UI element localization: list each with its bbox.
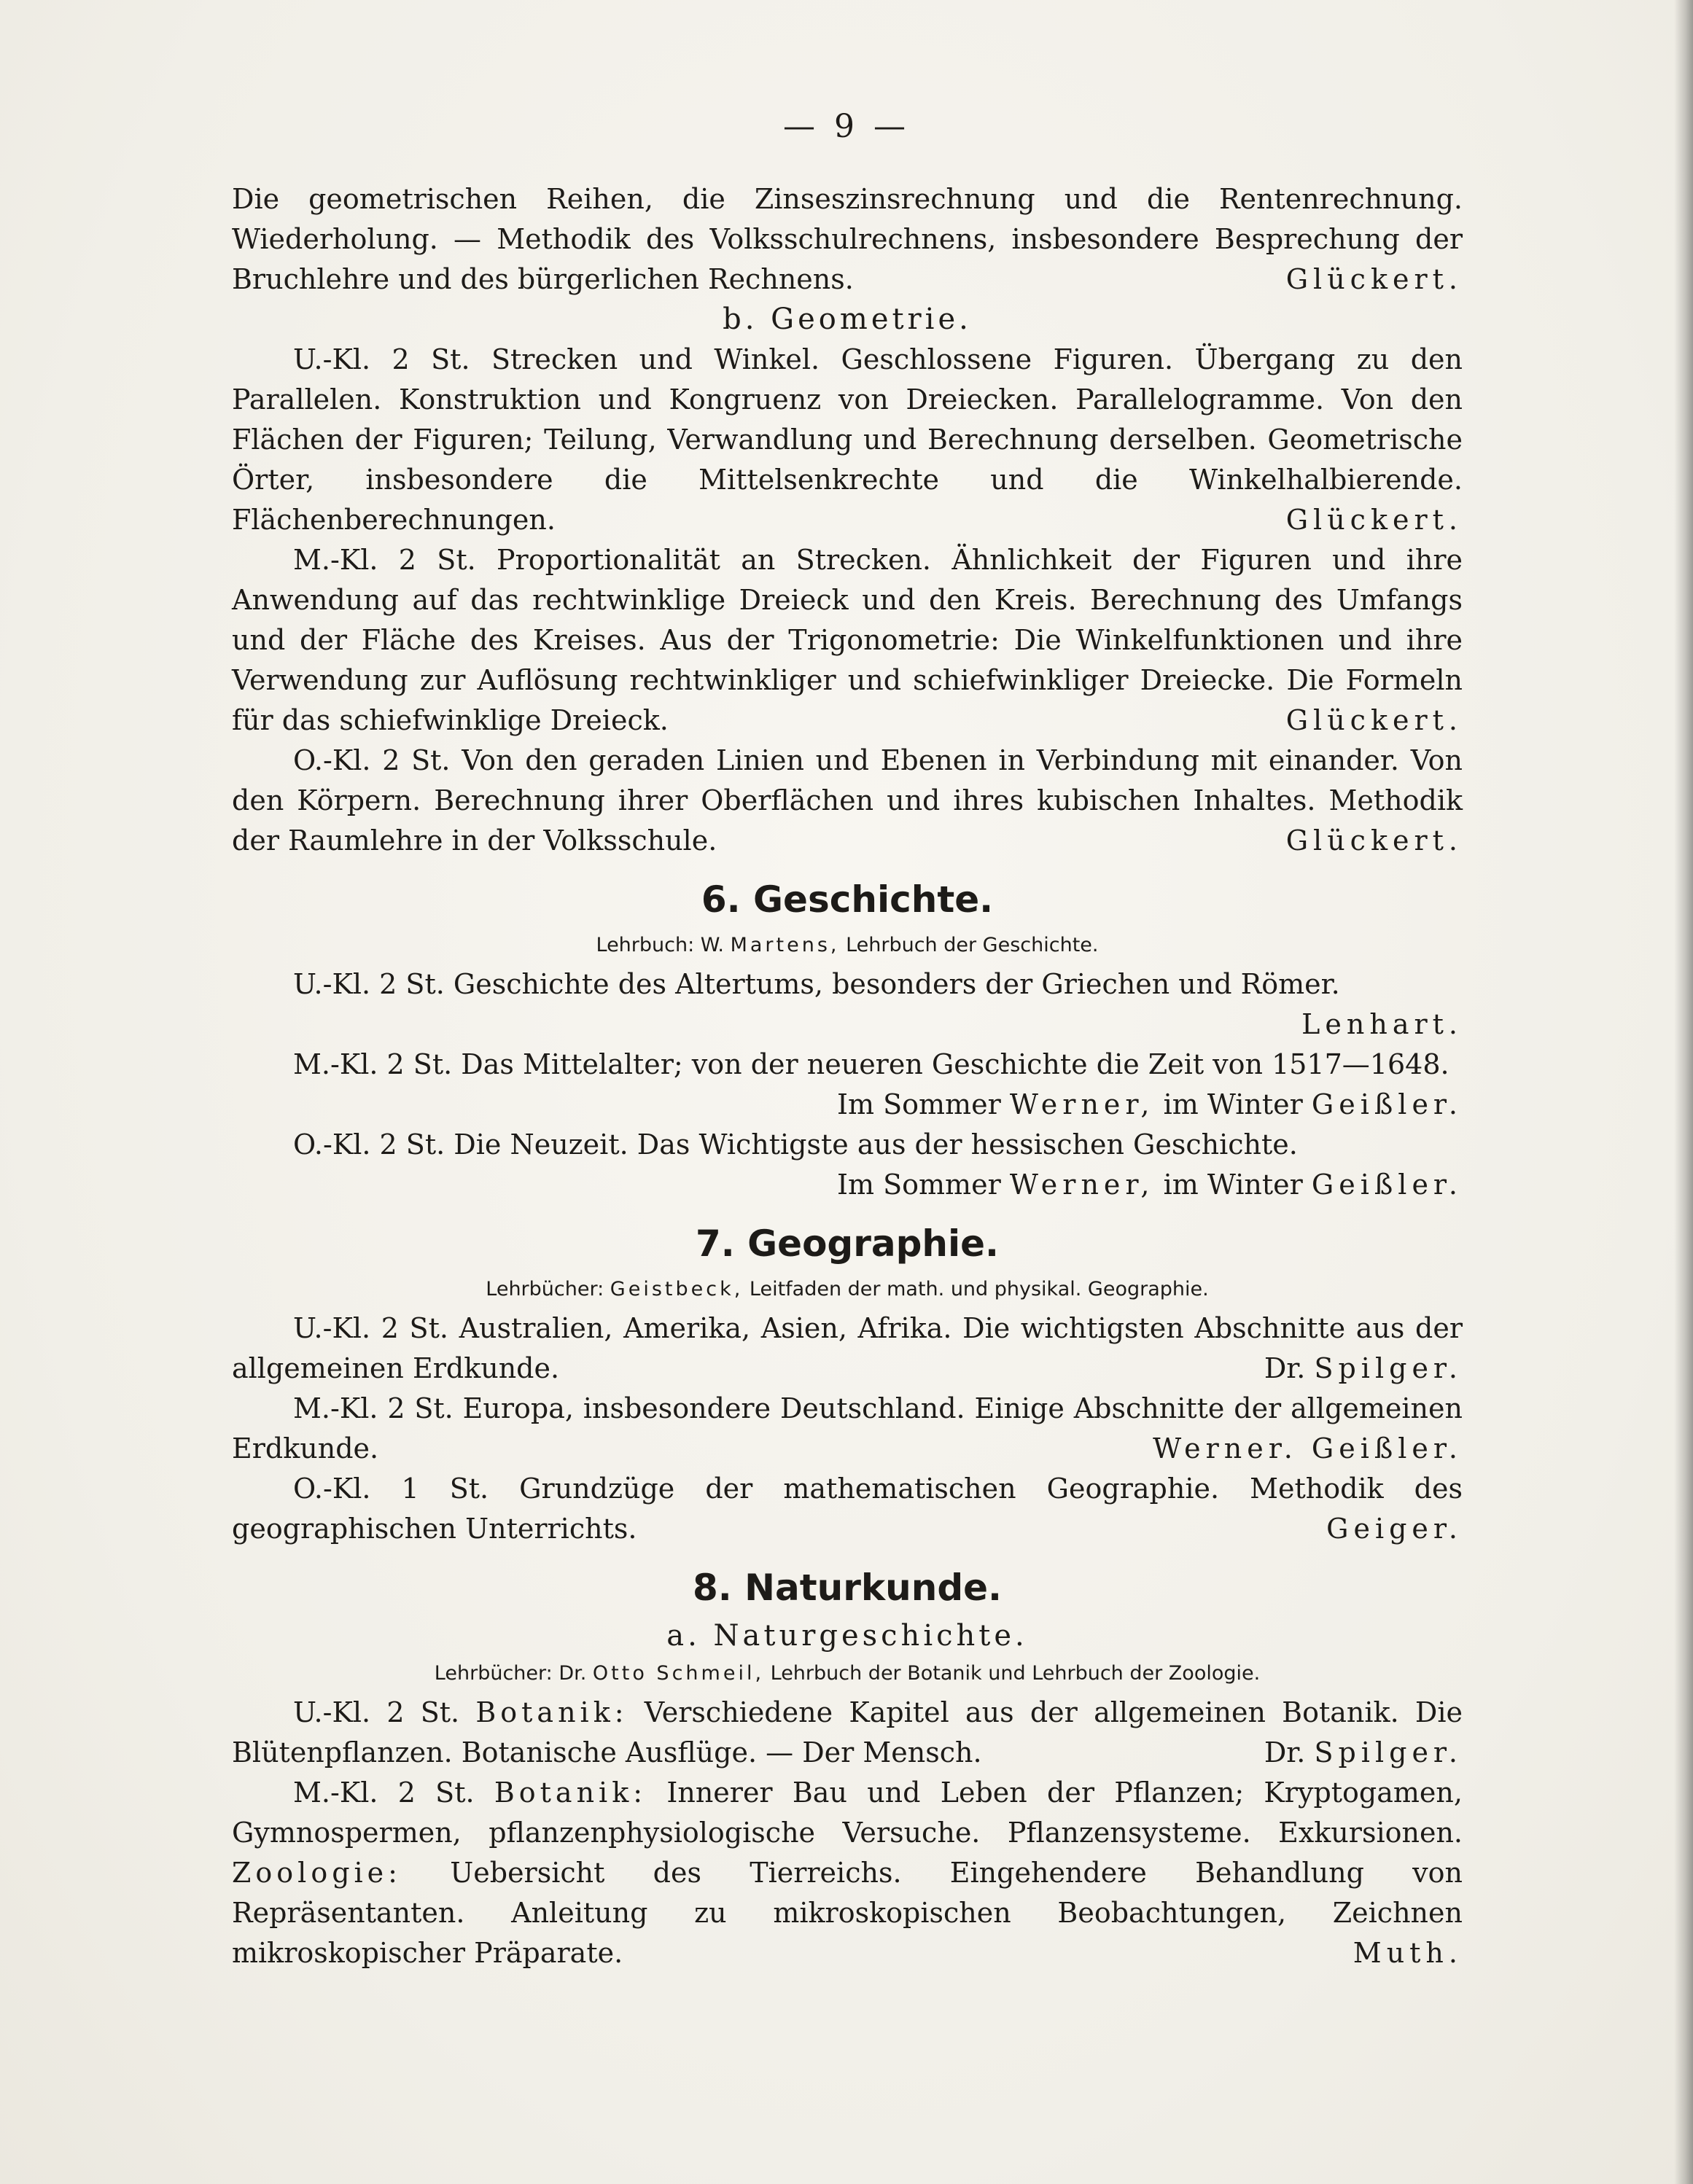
geschichte-o-kl: [232, 1125, 1463, 1165]
naturkunde-m-kl: [232, 1773, 1463, 1973]
course-text: U.-Kl. 2 St. Geschichte des Altertums, besonders der Griechen und Römer.: [293, 968, 1340, 1000]
course-text: M.-Kl. 2 St. Proportionalität an Strecken. Ähnlichkeit der Figuren und ihre Anwendung auf das rechtwinklige Dreieck und den Kreis. Berechnung des Umfangs und der Fläche des Kreises. Aus der Trigonometrie: Die Winkelfunktionen und ihre Verwendung zur Auflösung rechtwinkliger und schiefwinkliger Dreiecke. Die Formeln für das schiefwinklige Dreieck.: [232, 544, 1463, 736]
teacher-name: Geißler.: [1311, 1088, 1463, 1120]
course-prefix: U.-Kl. 2 St.: [293, 1696, 460, 1728]
teacher-season: Im Sommer: [836, 1088, 1001, 1120]
teacher-name: Glückert.: [1285, 824, 1463, 857]
course-text: O.-Kl. 2 St. Von den geraden Linien und Ebenen in Verbindung mit einander. Von den Körpern. Berechnung ihrer Oberflächen und ihres kubischen Inhaltes. Methodik der Raumlehre in der Volksschule.: [232, 744, 1463, 857]
textbook-author: Martens,: [730, 934, 840, 956]
teacher-name: Muth.: [1353, 1937, 1463, 1969]
teacher-line: [1203, 1733, 1463, 1773]
course-subject: Zoologie:: [232, 1857, 402, 1889]
teacher-name: Glückert.: [1285, 504, 1463, 536]
mathematik-text: Die geometrischen Reihen, die Zinseszinsrechnung und die Rentenrechnung. Wiederholung. — Methodik des Volksschulrechnens, insbesondere Besprechung der Bruchlehre und des bürgerlichen Rechnens.: [232, 183, 1463, 295]
textbook-prefix: Lehrbücher: Dr.: [434, 1662, 587, 1685]
course-prefix: M.-Kl. 2 St.: [293, 1777, 475, 1809]
geschichte-m-kl: [232, 1045, 1463, 1085]
geographie-m-kl: [232, 1389, 1463, 1469]
teacher-name: Lenhart.: [1301, 1008, 1463, 1040]
textbook-title: Lehrbuch der Botanik und Lehrbuch der Zoologie.: [770, 1662, 1261, 1685]
course-text: O.-Kl. 2 St. Die Neuzeit. Das Wichtigste aus der hessischen Geschichte.: [293, 1128, 1298, 1161]
geschichte-u-kl: [232, 964, 1463, 1005]
teacher-line: [232, 1085, 1463, 1125]
textbook-title: Leitfaden der math. und physikal. Geographie.: [749, 1278, 1209, 1300]
teacher-name: Geißler.: [1311, 1169, 1463, 1201]
teacher-line: [232, 1165, 1463, 1205]
course-text: U.-Kl. 2 St. Strecken und Winkel. Geschlossene Figuren. Übergang zu den Parallelen. Konstruktion und Kongruenz von Dreiecken. Parallelogramme. Von den Flächen der Figuren; Teilung, Verwandlung und Berechnung derselben. Geometrische Örter, insbesondere die Mittelsenkrechte und die Winkelhalbierende. Flächenberechnungen.: [232, 343, 1463, 536]
geometrie-heading: b. Geometrie.: [723, 303, 972, 336]
naturkunde-heading: 8. Naturkunde.: [692, 1567, 1003, 1609]
teacher-name: Glückert.: [1285, 704, 1463, 736]
naturkunde-u-kl: [232, 1693, 1463, 1773]
geographie-heading: 7. Geographie.: [695, 1222, 1000, 1265]
teacher-season: Im Sommer: [836, 1169, 1001, 1201]
teacher-name: Geiger.: [1326, 1513, 1463, 1545]
naturgeschichte-heading: a. Naturgeschichte.: [666, 1619, 1028, 1653]
course-text: Uebersicht des Tierreichs. Eingehendere Behandlung von Repräsentanten. Anleitung zu mikroskopischen Beobachtungen, Zeichnen mikroskopischer Präparate.: [232, 1857, 1463, 1969]
teacher-name: Glückert.: [1285, 263, 1463, 295]
geometrie-o-kl: [232, 741, 1463, 861]
teacher-title: Dr.: [1264, 1352, 1306, 1384]
teacher-name: Spilger.: [1314, 1352, 1463, 1384]
teacher-title: Dr.: [1264, 1736, 1306, 1768]
course-subject: Botanik:: [475, 1696, 628, 1728]
geographie-textbook: [232, 1272, 1463, 1307]
textbook-prefix: Lehrbuch: W.: [596, 934, 724, 956]
page-number: — 9 —: [783, 108, 910, 145]
course-text: M.-Kl. 2 St. Europa, insbesondere Deutschland. Einige Abschnitte der allgemeinen Erdkunde.: [232, 1392, 1463, 1465]
textbook-author: Geistbeck,: [610, 1278, 744, 1300]
page-edge-shadow: [1674, 0, 1693, 2184]
course-text: Innerer Bau und Leben der Pflanzen; Kryptogamen, Gymnospermen, pflanzenphysiologische Versuche. Pflanzensysteme. Exkursionen.: [232, 1777, 1463, 1849]
course-subject: Botanik:: [494, 1777, 647, 1809]
teacher-name: Spilger.: [1314, 1736, 1463, 1768]
teacher-name: Werner. Geißler.: [1153, 1432, 1463, 1465]
geschichte-textbook: [232, 928, 1463, 963]
mathematik-continuation: [232, 179, 1463, 300]
teacher-season: im Winter: [1163, 1169, 1303, 1201]
course-text: O.-Kl. 1 St. Grundzüge der mathematischen Geographie. Methodik des geographischen Unterrichts.: [232, 1473, 1463, 1545]
textbook-title: Lehrbuch der Geschichte.: [846, 934, 1099, 956]
teacher-line: [1203, 1349, 1463, 1389]
geschichte-heading: 6. Geschichte.: [701, 878, 994, 921]
textbook-prefix: Lehrbücher:: [486, 1278, 604, 1300]
textbook-author: Otto Schmeil,: [592, 1662, 765, 1685]
course-text: Verschiedene Kapitel aus der allgemeinen Botanik. Die Blütenpflanzen. Botanische Ausflüge. — Der Mensch.: [232, 1696, 1463, 1768]
teacher-name: Werner,: [1009, 1169, 1155, 1201]
teacher-name: Werner,: [1009, 1088, 1155, 1120]
geometrie-m-kl: [232, 540, 1463, 741]
teacher-season: im Winter: [1163, 1088, 1303, 1120]
geographie-u-kl: [232, 1309, 1463, 1389]
course-text: M.-Kl. 2 St. Das Mittelalter; von der neueren Geschichte die Zeit von 1517—1648.: [293, 1048, 1449, 1080]
geographie-o-kl: [232, 1469, 1463, 1549]
page-content: [232, 179, 1463, 1973]
naturkunde-textbook: [232, 1656, 1463, 1691]
geometrie-u-kl: [232, 340, 1463, 540]
course-text: U.-Kl. 2 St. Australien, Amerika, Asien, Afrika. Die wichtigsten Abschnitte aus der allgemeinen Erdkunde.: [232, 1312, 1463, 1384]
